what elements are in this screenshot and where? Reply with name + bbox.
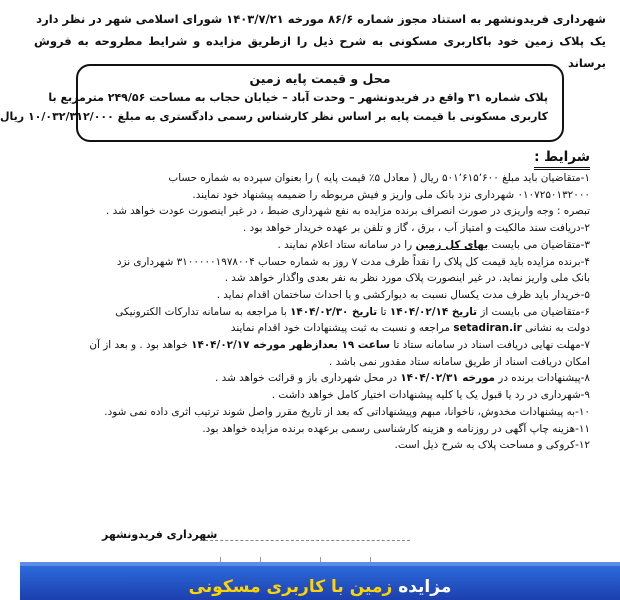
condition-6-pre: ۶-متقاضیان می بایست از (480, 305, 590, 318)
condition-7-pre: ۷-مهلت نهایی دریافت اسناد در سامانه ستاد تا (393, 339, 590, 352)
condition-6-cont (34, 320, 590, 337)
condition-9: ۹-شهرداری در رد یا قبول یک یا کلیه پیشنهادات اختیار کامل خواهد داشت . (271, 389, 590, 402)
condition-1: ۱-متقاضیان باید مبلغ ۵۰۱٬۶۱۵٬۶۰۰ ریال ( معادل ۵٪ قیمت پایه ) را بعنوان سپرده به شماره حساب (168, 172, 590, 184)
condition-1-cont: ۰۱۰۷۲۵۰۱۳۲۰۰۰ شهرداری نزد بانک ملی واریز و فیش مربوطه را ضمیمه پیشنهاد خود نمایند. (192, 188, 590, 201)
condition-3-highlight: بهای کل زمین (415, 238, 489, 251)
condition-6-date-end: تاریخ ۱۴۰۴/۰۲/۳۰ (290, 305, 378, 318)
conditions-list (34, 170, 590, 454)
condition-note: تبصره : وجه واریزی در صورت انصراف برنده مزایده به نفع شهرداری ضبط ، در غیر اینصورت عودت خواهد شد . (106, 205, 590, 218)
banner-part1: مزایده (398, 577, 452, 597)
conditions-heading: شرایط : (534, 148, 590, 170)
banner-text (20, 577, 620, 597)
land-info-box (0, 64, 564, 142)
condition-4-cont: بانک ملی واریز نماید. در غیر اینصورت پلاک مورد نظر به نفر بعدی واگذار خواهد شد . (224, 272, 590, 285)
box-line: کاربری مسکونی با قیمت پایه بر اساس نظر کارشناس رسمی دادگستری به مبلغ ۱۰/۰۳۲/۳۱۲/۰۰۰ ریال (0, 110, 548, 123)
condition-6 (34, 304, 590, 321)
condition-6b-pre: دولت به نشانی (525, 322, 590, 335)
condition-2: ۲-دریافت سند مالکیت و امتیاز آب ، برق ، گاز و تلفن بر عهده خریدار خواهد بود . (243, 222, 590, 235)
condition-4: ۴-برنده مزایده باید قیمت کل پلاک را نقداً ظرف مدت ۷ روز به شماره حساب ۳۱۰۰۰۰۰۱۹۷۸۰۰۴ شهرداری نزد (116, 255, 590, 268)
condition-12: ۱۲-کروکی و مساحت پلاک به شرح ذیل است. (394, 439, 590, 452)
condition-8-pre: ۸-پیشنهادات برنده در (498, 372, 590, 385)
condition-6-post: با مراجعه به سامانه تدارکات الکترونیکی (115, 305, 287, 318)
banner-part2: زمین با کاربری مسکونی (188, 577, 393, 597)
condition-8-post: در محل شهرداری باز و قرائت خواهد شد . (215, 372, 397, 385)
setad-website-link: setadiran.ir (453, 322, 522, 335)
condition-8 (34, 370, 590, 387)
condition-3 (34, 237, 590, 254)
box-title: محل و قیمت پایه زمین (249, 71, 391, 86)
condition-3-pre: ۳-متقاضیان می بایست (491, 238, 590, 251)
condition-6b-post: مراجعه و نسبت به ثبت پیشنهادات خود اقدام نمایند (230, 322, 451, 335)
box-line: پلاک شماره ۳۱ واقع در فریدونشهر – وحدت آباد – خیابان حجاب به مساحت ۲۴۹/۵۶ مترمربع با (48, 91, 548, 104)
condition-6-mid: تا (380, 305, 387, 318)
condition-11: ۱۱-هزینه چاپ آگهی در روزنامه و هزینه کارشناسی رسمی برعهده برنده مزایده خواهد بود. (202, 422, 590, 435)
condition-10: ۱۰-به پیشنهادات مخدوش، ناخوانا، مبهم وپیشنهاداتی که بعد از تاریخ مقرر واصل شوند ترتیب اثری داده نمی شود. (104, 405, 590, 418)
condition-7-post: خواهد بود . و بعد از آن (89, 339, 188, 352)
intro-line: شهرداری فریدونشهر به استناد مجوز شماره ۸۶/۶ مورخه ۱۴۰۳/۷/۲۱ شورای اسلامی شهر در نظر دارد (36, 12, 606, 26)
bottom-banner (20, 562, 620, 600)
intro-line: یک پلاک زمین خود باکاربری مسکونی به شرح ذیل را ازطریق مزایده و شرایط مطروحه به فروش برساند (34, 34, 606, 70)
condition-7 (34, 337, 590, 354)
condition-7-deadline: ساعت ۱۹ بعدازظهر مورخه ۱۴۰۴/۰۲/۱۷ (191, 339, 391, 352)
condition-7-cont: امکان دریافت اسناد از طریق سامانه ستاد مقدور نمی باشد . (329, 355, 590, 368)
condition-6-date-start: تاریخ ۱۴۰۴/۰۲/۱۴ (389, 305, 477, 318)
condition-8-date: مورخه ۱۴۰۴/۰۲/۳۱ (400, 372, 495, 385)
signature: شهرداری فریدونشهر (102, 528, 218, 541)
condition-3-post: را در سامانه ستاد اعلام نمایند . (277, 238, 413, 251)
condition-5: ۵-خریدار باید ظرف مدت یکسال نسبت به دیوارکشی و یا احداث ساختمان اقدام نماید . (216, 288, 590, 301)
